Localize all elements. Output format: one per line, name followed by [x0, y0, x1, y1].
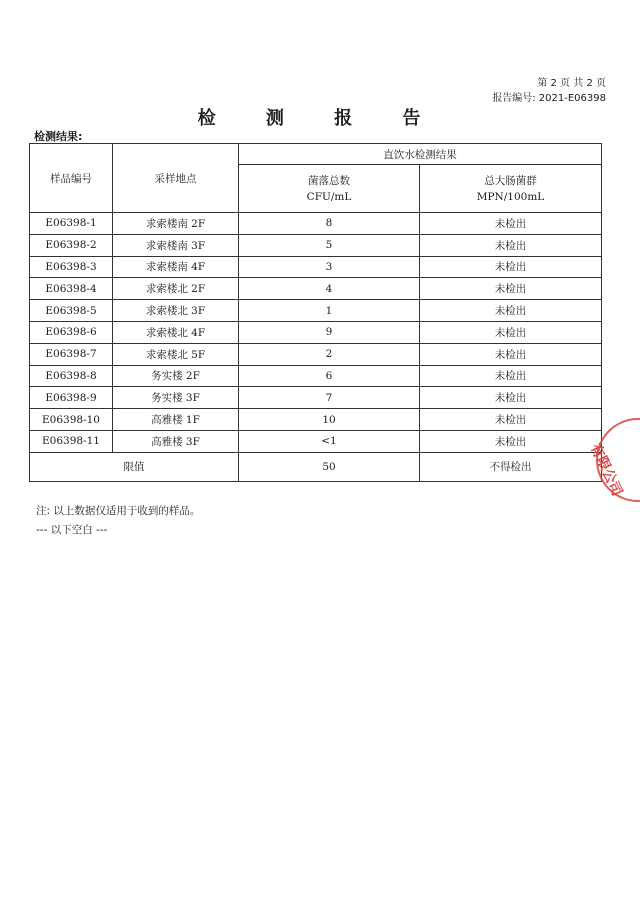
coliform-unit: MPN/100mL — [476, 190, 545, 203]
cell-location: 高雅楼 3F — [113, 430, 239, 452]
cell-colony: 8 — [239, 213, 420, 235]
cell-sample: E06398-5 — [30, 300, 113, 322]
table-row — [30, 321, 602, 343]
cell-coliform: 未检出 — [420, 213, 602, 235]
col-header-location: 采样地点 — [113, 144, 239, 213]
cell-colony: 3 — [239, 256, 420, 278]
cell-colony: 1 — [239, 300, 420, 322]
cell-coliform: 未检出 — [420, 365, 602, 387]
cell-sample: E06398-7 — [30, 343, 113, 365]
page-number: 第 2 页 共 2 页 — [537, 78, 606, 89]
cell-coliform: 未检出 — [420, 234, 602, 256]
cell-coliform: 未检出 — [420, 256, 602, 278]
col-header-coliform — [420, 165, 602, 213]
cell-sample: E06398-2 — [30, 234, 113, 256]
colony-label: 菌落总数 — [308, 174, 350, 187]
colony-unit: CFU/mL — [306, 190, 352, 203]
table-row — [30, 300, 602, 322]
cell-colony: 2 — [239, 343, 420, 365]
table-row — [30, 256, 602, 278]
coliform-label: 总大肠菌群 — [484, 174, 537, 187]
cell-sample: E06398-8 — [30, 365, 113, 387]
limit-row — [30, 452, 602, 481]
cell-location: 求索楼南 4F — [113, 256, 239, 278]
cell-sample: E06398-1 — [30, 213, 113, 235]
section-label: 检测结果: — [34, 130, 83, 143]
footnote: 注: 以上数据仅适用于收到的样品。 — [36, 505, 201, 517]
cell-coliform: 未检出 — [420, 278, 602, 300]
limit-coliform: 不得检出 — [420, 452, 602, 481]
table-row — [30, 365, 602, 387]
cell-location: 求索楼北 3F — [113, 300, 239, 322]
cell-sample: E06398-6 — [30, 321, 113, 343]
cell-location: 求索楼南 3F — [113, 234, 239, 256]
cell-sample: E06398-11 — [30, 430, 113, 452]
cell-location: 求索楼北 2F — [113, 278, 239, 300]
col-header-sample-no: 样品编号 — [30, 144, 113, 213]
cell-colony: 4 — [239, 278, 420, 300]
cell-colony: 5 — [239, 234, 420, 256]
cell-colony: 6 — [239, 365, 420, 387]
table-row — [30, 409, 602, 431]
cell-colony: 9 — [239, 321, 420, 343]
cell-location: 求索楼南 2F — [113, 213, 239, 235]
cell-coliform: 未检出 — [420, 321, 602, 343]
cell-location: 求索楼北 5F — [113, 343, 239, 365]
cell-location: 务实楼 2F — [113, 365, 239, 387]
limit-colony: 50 — [239, 452, 420, 481]
group-header: 直饮水检测结果 — [239, 144, 602, 165]
table-row — [30, 278, 602, 300]
end-marker: --- 以下空白 --- — [36, 524, 108, 536]
table-row — [30, 430, 602, 452]
cell-coliform: 未检出 — [420, 409, 602, 431]
cell-sample: E06398-9 — [30, 387, 113, 409]
cell-coliform: 未检出 — [420, 430, 602, 452]
col-header-colony — [239, 165, 420, 213]
page-info — [492, 76, 606, 106]
report-title: 检 测 报 告 — [197, 108, 443, 129]
company-seal-text: 有限公司 — [586, 441, 625, 499]
cell-sample: E06398-4 — [30, 278, 113, 300]
cell-colony: 7 — [239, 387, 420, 409]
cell-coliform: 未检出 — [420, 387, 602, 409]
results-table — [29, 143, 602, 482]
cell-coliform: 未检出 — [420, 300, 602, 322]
cell-colony: 10 — [239, 409, 420, 431]
cell-location: 高雅楼 1F — [113, 409, 239, 431]
cell-coliform: 未检出 — [420, 343, 602, 365]
cell-location: 务实楼 3F — [113, 387, 239, 409]
cell-sample: E06398-10 — [30, 409, 113, 431]
table-row — [30, 343, 602, 365]
table-row — [30, 213, 602, 235]
cell-colony: <1 — [239, 430, 420, 452]
table-row — [30, 234, 602, 256]
table-row — [30, 387, 602, 409]
limit-label: 限值 — [30, 452, 239, 481]
cell-sample: E06398-3 — [30, 256, 113, 278]
report-number: 报告编号: 2021-E06398 — [492, 93, 606, 104]
cell-location: 求索楼北 4F — [113, 321, 239, 343]
